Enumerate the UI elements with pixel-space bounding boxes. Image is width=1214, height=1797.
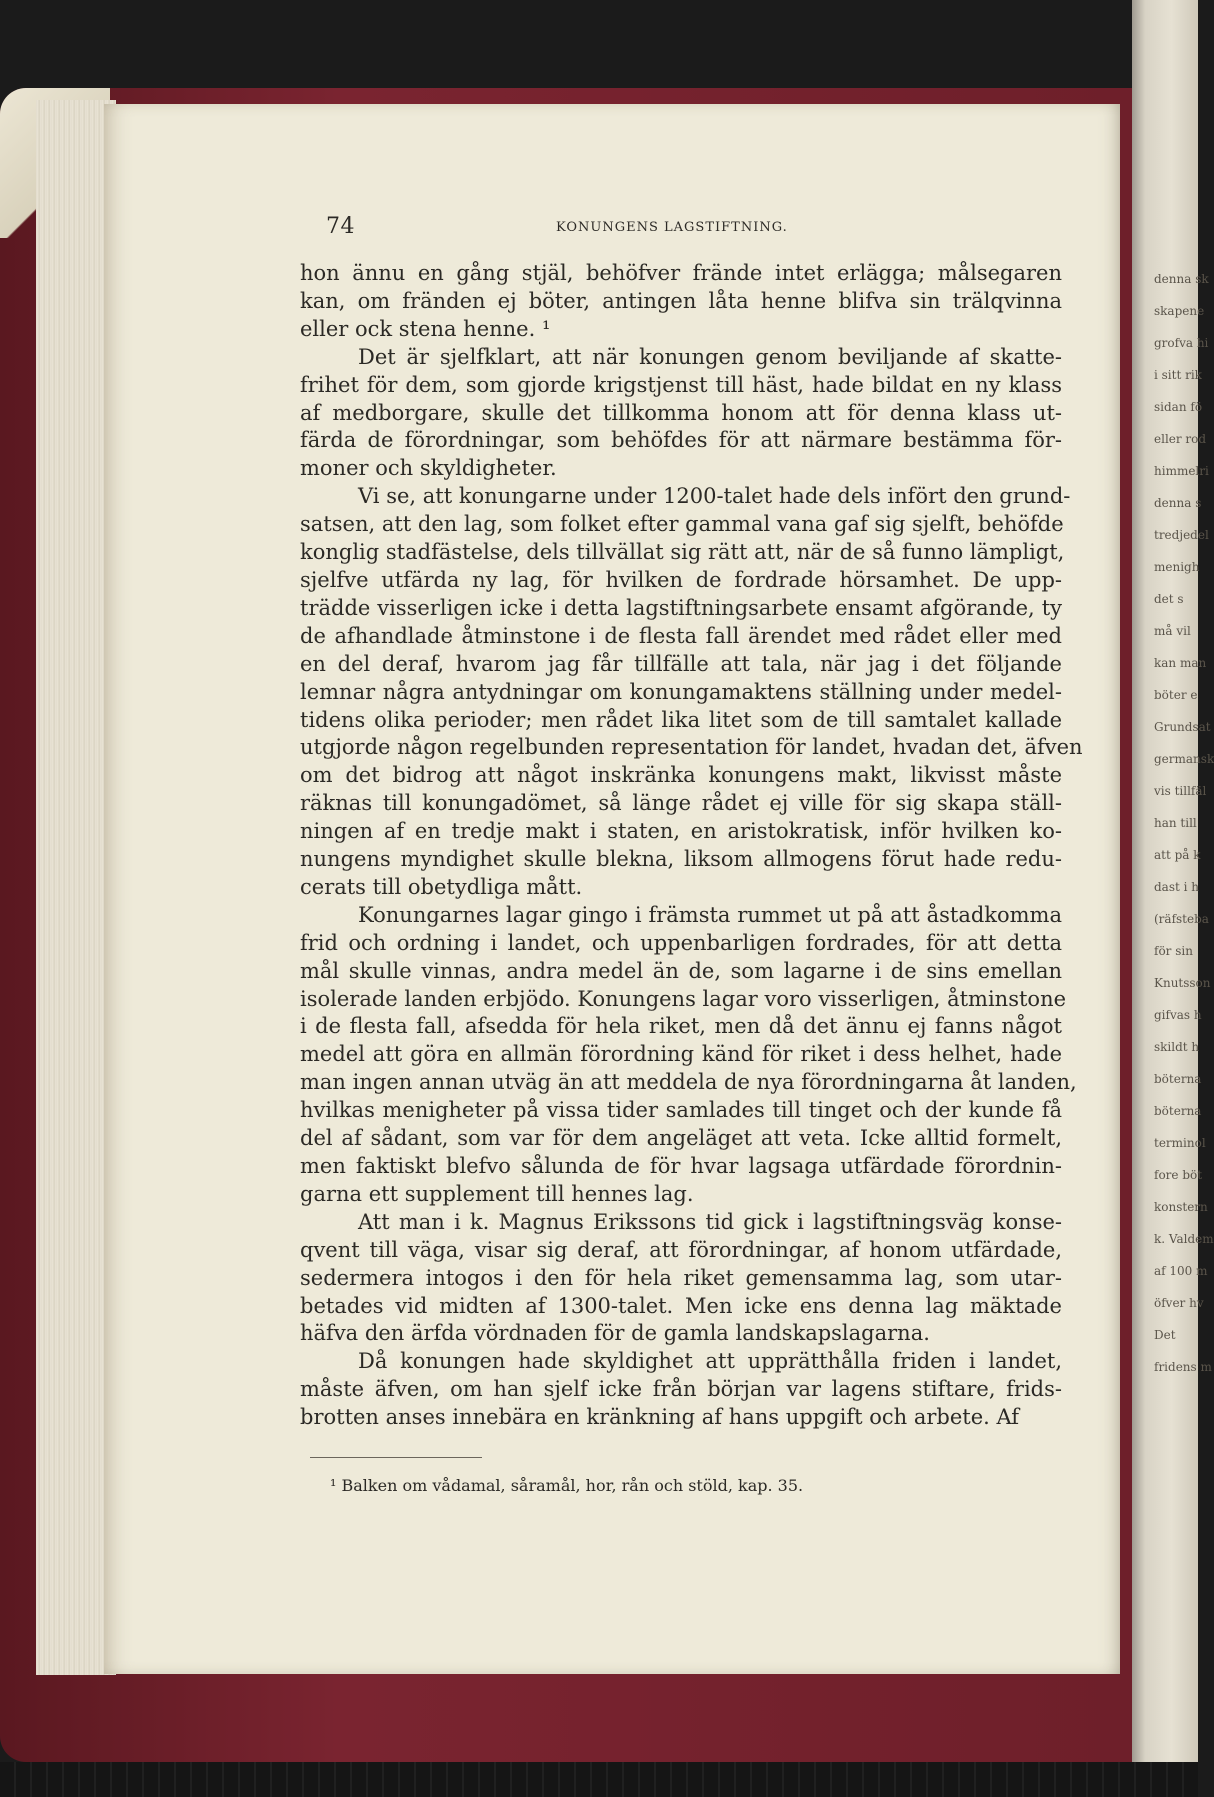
text-line: Då konungen hade skyldighet att upprätthålla friden i landet, — [358, 1349, 1062, 1374]
text-line: konglig stadfästelse, dels tillvällat sig rätt att, när de så funno lämpligt, — [300, 540, 1065, 565]
text-line: mål skulle vinnas, andra medel än de, som lagarne i de sins emellan — [300, 958, 1062, 983]
footnote: ¹ Balken om vådamal, såramål, hor, rån och stöld, kap. 35. — [330, 1476, 804, 1495]
adjacent-page-fragment: eller rod — [1154, 432, 1207, 446]
adjacent-page-fragment: k. Valdem — [1154, 1232, 1214, 1246]
adjacent-page-fragment: att på k — [1154, 848, 1201, 862]
text-line: de afhandlade åtminstone i de flesta fall ärendet med rådet eller med — [300, 623, 1062, 648]
text-line: sedermera intogos i den för hela riket gemensamma lag, som utar- — [300, 1265, 1062, 1290]
text-line: frid och ordning i landet, och uppenbarligen fordrades, för att detta — [300, 930, 1062, 955]
adjacent-page-fragment: Grundsat — [1154, 720, 1211, 734]
adjacent-page-fragment: skapene — [1154, 304, 1205, 318]
text-line: Vi se, att konungarne under 1200-talet hade dels infört den grund- — [358, 484, 1071, 509]
body-text — [300, 260, 1083, 1432]
adjacent-page-fragment: grofva hi — [1154, 336, 1209, 350]
text-line: måste äfven, om han sjelf icke från början var lagens stiftare, frids- — [300, 1377, 1062, 1402]
text-line: häfva den ärfda vördnaden för de gamla landskapslagarna. — [300, 1321, 930, 1346]
adjacent-page-fragment: denna s — [1154, 496, 1202, 510]
adjacent-page-fragment: af 100 m — [1154, 1264, 1208, 1278]
adjacent-page-fragment: för sin — [1154, 944, 1193, 958]
text-line: en del deraf, hvarom jag får tillfälle att tala, när jag i det följande — [300, 651, 1062, 676]
adjacent-page-fragment: böter e — [1154, 688, 1198, 702]
adjacent-page-fragment: det s — [1154, 592, 1184, 606]
adjacent-page-fragment: denna sk — [1154, 272, 1209, 286]
footnote-rule — [310, 1457, 482, 1458]
text-line: Att man i k. Magnus Erikssons tid gick i lagstiftningsväg konse- — [358, 1209, 1062, 1234]
adjacent-page-fragment: tredjedel — [1154, 528, 1209, 542]
text-line: nungens myndighet skulle blekna, liksom allmogens förut hade redu- — [300, 847, 1062, 872]
text-line: om det bidrog att något inskränka konungens makt, likvisst måste — [300, 763, 1062, 788]
text-line: cerats till obetydliga mått. — [300, 874, 583, 899]
adjacent-page-fragment: himmelri — [1154, 464, 1209, 478]
text-line: garna ett supplement till hennes lag. — [300, 1181, 694, 1206]
text-line: man ingen annan utväg än att meddela de nya förordningarna åt landen, — [300, 1070, 1077, 1095]
adjacent-page-fragment: gifvas h — [1154, 1008, 1202, 1022]
text-line: räknas till konungadömet, så länge rådet ej ville för sig skapa ställ- — [300, 791, 1062, 816]
adjacent-page-fragment: må vil — [1154, 624, 1191, 638]
text-line: tidens olika perioder; men rådet lika litet som de till samtalet kallade — [300, 707, 1062, 732]
adjacent-page-fragment: sidan fö — [1154, 400, 1203, 414]
text-line: men faktiskt blefvo sålunda de för hvar lagsaga utfärdade förordnin- — [300, 1154, 1062, 1178]
adjacent-page-fragment: böterna — [1154, 1072, 1202, 1086]
adjacent-page — [1132, 0, 1214, 1797]
adjacent-page-fragment: germansk — [1154, 752, 1214, 766]
text-line: Konungarnes lagar gingo i främsta rummet ut på att åstadkomma — [358, 902, 1062, 927]
adjacent-page-fragment: fridens m — [1154, 1360, 1212, 1374]
text-line: trädde visserligen icke i detta lagstiftningsarbete ensamt afgörande, ty — [300, 595, 1062, 620]
text-line: Det är sjelfklart, att när konungen genom beviljande af skatte- — [358, 344, 1062, 369]
text-line: satsen, att den lag, som folket efter gammal vana gaf sig sjelft, behöfde — [300, 512, 1064, 537]
adjacent-page-fragment: Det — [1154, 1328, 1176, 1342]
table-surface — [0, 1762, 1198, 1797]
adjacent-page-fragment: han till — [1154, 816, 1197, 830]
text-line: lemnar några antydningar om konungamaktens ställning under medel- — [300, 679, 1062, 704]
adjacent-page-fragment: skildt h — [1154, 1040, 1200, 1054]
text-line: moner och skyldigheter. — [300, 456, 557, 481]
text-line: i de flesta fall, afsedda för hela riket, men då det ännu ej fanns något — [300, 1014, 1062, 1039]
text-line: af medborgare, skulle det tillkomma honom att för denna klass ut- — [300, 400, 1062, 425]
adjacent-page-fragment: kan man — [1154, 656, 1207, 670]
adjacent-page-fragment: böterna — [1154, 1104, 1202, 1118]
text-line: hvilkas menigheter på vissa tider samlades till tinget och der kunde få — [300, 1098, 1062, 1123]
text-line: betades vid midten af 1300-talet. Men icke ens denna lag mäktade — [300, 1293, 1062, 1318]
adjacent-page-fragment: fore böt — [1154, 1168, 1203, 1182]
adjacent-page-fragment: (räfsteba — [1154, 912, 1209, 926]
adjacent-page-fragment: Knutsson — [1154, 976, 1211, 990]
text-line: frihet för dem, som gjorde krigstjenst till häst, hade bildat en ny klass — [300, 372, 1062, 397]
adjacent-page-fragment: terminol — [1154, 1136, 1206, 1150]
text-line: utgjorde någon regelbunden representation för landet, hvadan det, äfven — [300, 735, 1083, 760]
text-line: qvent till väga, visar sig deraf, att förordningar, af honom utfärdade, — [300, 1237, 1062, 1262]
adjacent-page-fragment: menigh — [1154, 560, 1200, 574]
adjacent-page-fragment: konstern — [1154, 1200, 1208, 1214]
adjacent-page-fragment: öfver hv — [1154, 1296, 1204, 1310]
text-line: del af sådant, som var för dem angeläget att veta. Icke alltid formelt, — [300, 1126, 1062, 1151]
text-line: isolerade landen erbjödo. Konungens lagar voro visserligen, åtminstone — [300, 986, 1067, 1011]
adjacent-page-fragment: vis tillfäl — [1154, 784, 1207, 798]
adjacent-page-fragment: i sitt rik — [1154, 368, 1202, 382]
text-line: ningen af en tredje makt i staten, en aristokratisk, inför hvilken ko- — [300, 819, 1062, 844]
adjacent-page-fragment: dast i h — [1154, 880, 1200, 894]
page-number: 74 — [326, 214, 355, 239]
text-line: hon ännu en gång stjäl, behöfver frände intet erlägga; målsegaren — [300, 261, 1062, 285]
text-line: medel att göra en allmän förordning känd för riket i dess helhet, hade — [300, 1042, 1062, 1067]
text-line: färda de förordningar, som behöfdes för att närmare bestämma för- — [300, 428, 1062, 453]
text-line: brotten anses innebära en kränkning af hans uppgift och arbete. Af — [300, 1405, 1020, 1430]
page-header-title: KONUNGENS LAGSTIFTNING. — [556, 220, 788, 235]
text-line: eller ock stena henne. ¹ — [300, 316, 551, 341]
text-line: sjelfve utfärda ny lag, för hvilken de fordrade hörsamhet. De upp- — [300, 567, 1062, 592]
text-line: kan, om fränden ej böter, antingen låta henne blifva sin trälqvinna — [300, 288, 1062, 313]
